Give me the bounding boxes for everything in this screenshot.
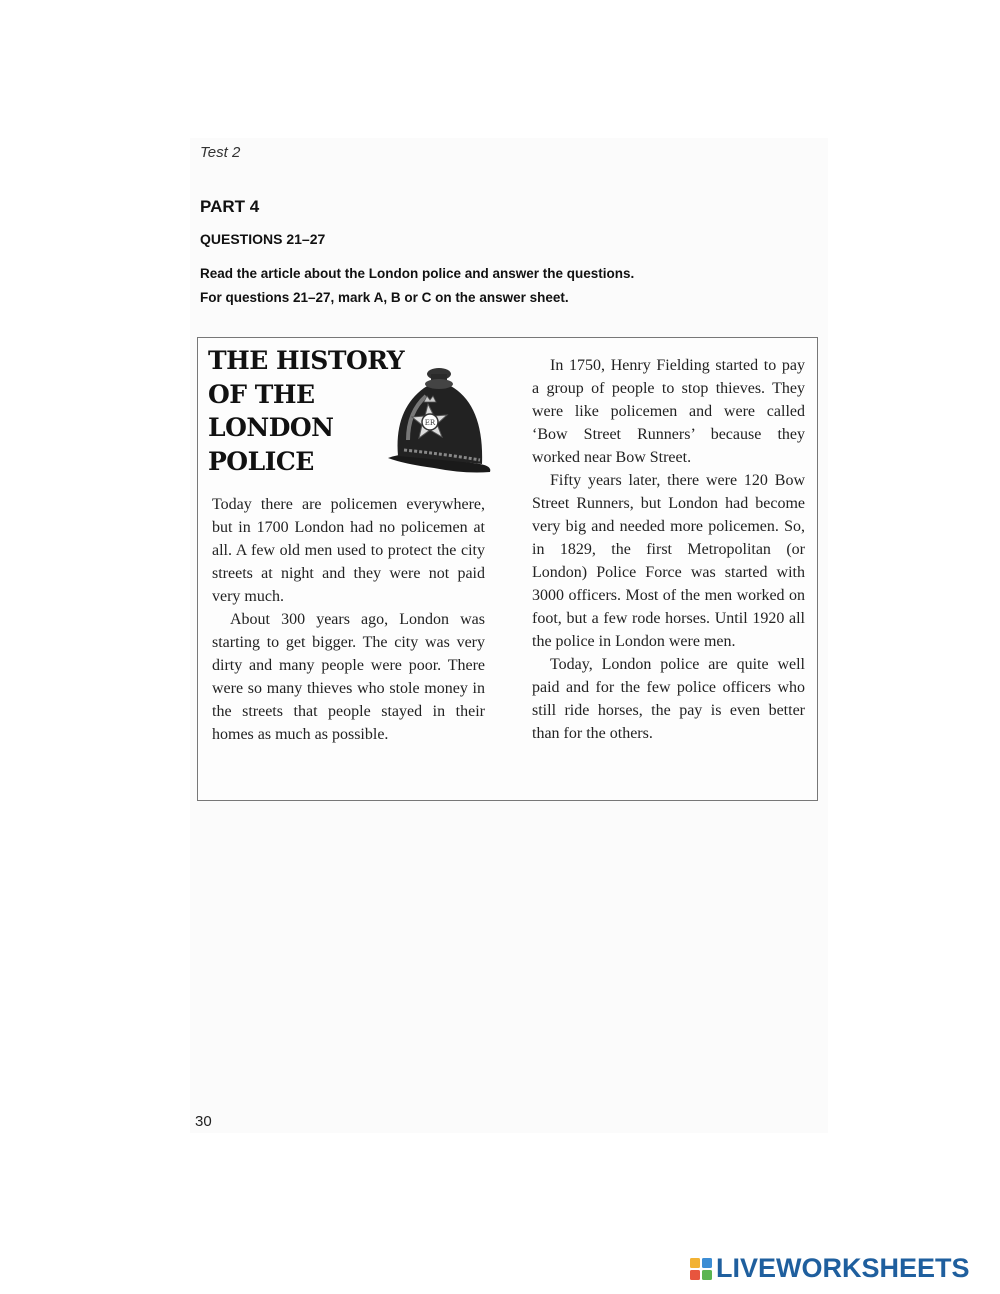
instruction-read: Read the article about the London police and answer the questions. — [200, 266, 635, 281]
article-paragraph: Today there are policemen everywhere, but in 1700 London had no policemen at all. A few old men used to protect the city streets at night and they were not paid very much. — [212, 496, 485, 605]
article-headline — [208, 344, 404, 478]
headline-line: POLICE — [208, 446, 314, 476]
article-left-column — [212, 493, 485, 746]
article-right-column — [532, 354, 805, 745]
page-number: 30 — [195, 1113, 212, 1130]
headline-line: LONDON — [208, 413, 334, 442]
article-paragraph: About 300 years ago, London was starting to get bigger. The city was very dirty and many people were poor. There were so many thieves who stole money in the streets that people stayed in their homes as much as possible. — [212, 611, 485, 743]
svg-text:ER: ER — [424, 419, 436, 427]
instruction-mark: For questions 21–27, mark A, B or C on the answer sheet. — [200, 290, 569, 305]
questions-title: QUESTIONS 21–27 — [200, 231, 326, 247]
headline-line: THE HISTORY — [208, 346, 405, 375]
test-label: Test 2 — [200, 144, 241, 161]
brand-name: LIVEWORKSHEETS — [716, 1253, 970, 1283]
article-paragraph: In 1750, Henry Fielding started to pay a group of people to stop thieves. They were like policemen and were called ‘Bow Street Runners’ because they worked near Bow Street. — [532, 357, 805, 466]
liveworksheets-logo-icon — [690, 1258, 712, 1280]
article-paragraph: Today, London police are quite well paid and for the few police officers who still ride horses, the pay is even better than for the others. — [532, 656, 805, 742]
article-paragraph: Fifty years later, there were 120 Bow Street Runners, but London had become very big and needed more policemen. So, in 1829, the first Metropolitan (or London) Police Force was started with 3000 officers. Most of the men worked on foot, but a few rode horses. Until 1920 all the police in London were men. — [532, 472, 805, 650]
headline-line: OF THE — [208, 379, 315, 409]
article-box — [197, 337, 818, 801]
police-helmet-icon — [384, 360, 494, 476]
worksheet-page — [190, 138, 828, 1133]
part-title: PART 4 — [200, 197, 260, 216]
liveworksheets-brand[interactable] — [690, 1253, 970, 1284]
